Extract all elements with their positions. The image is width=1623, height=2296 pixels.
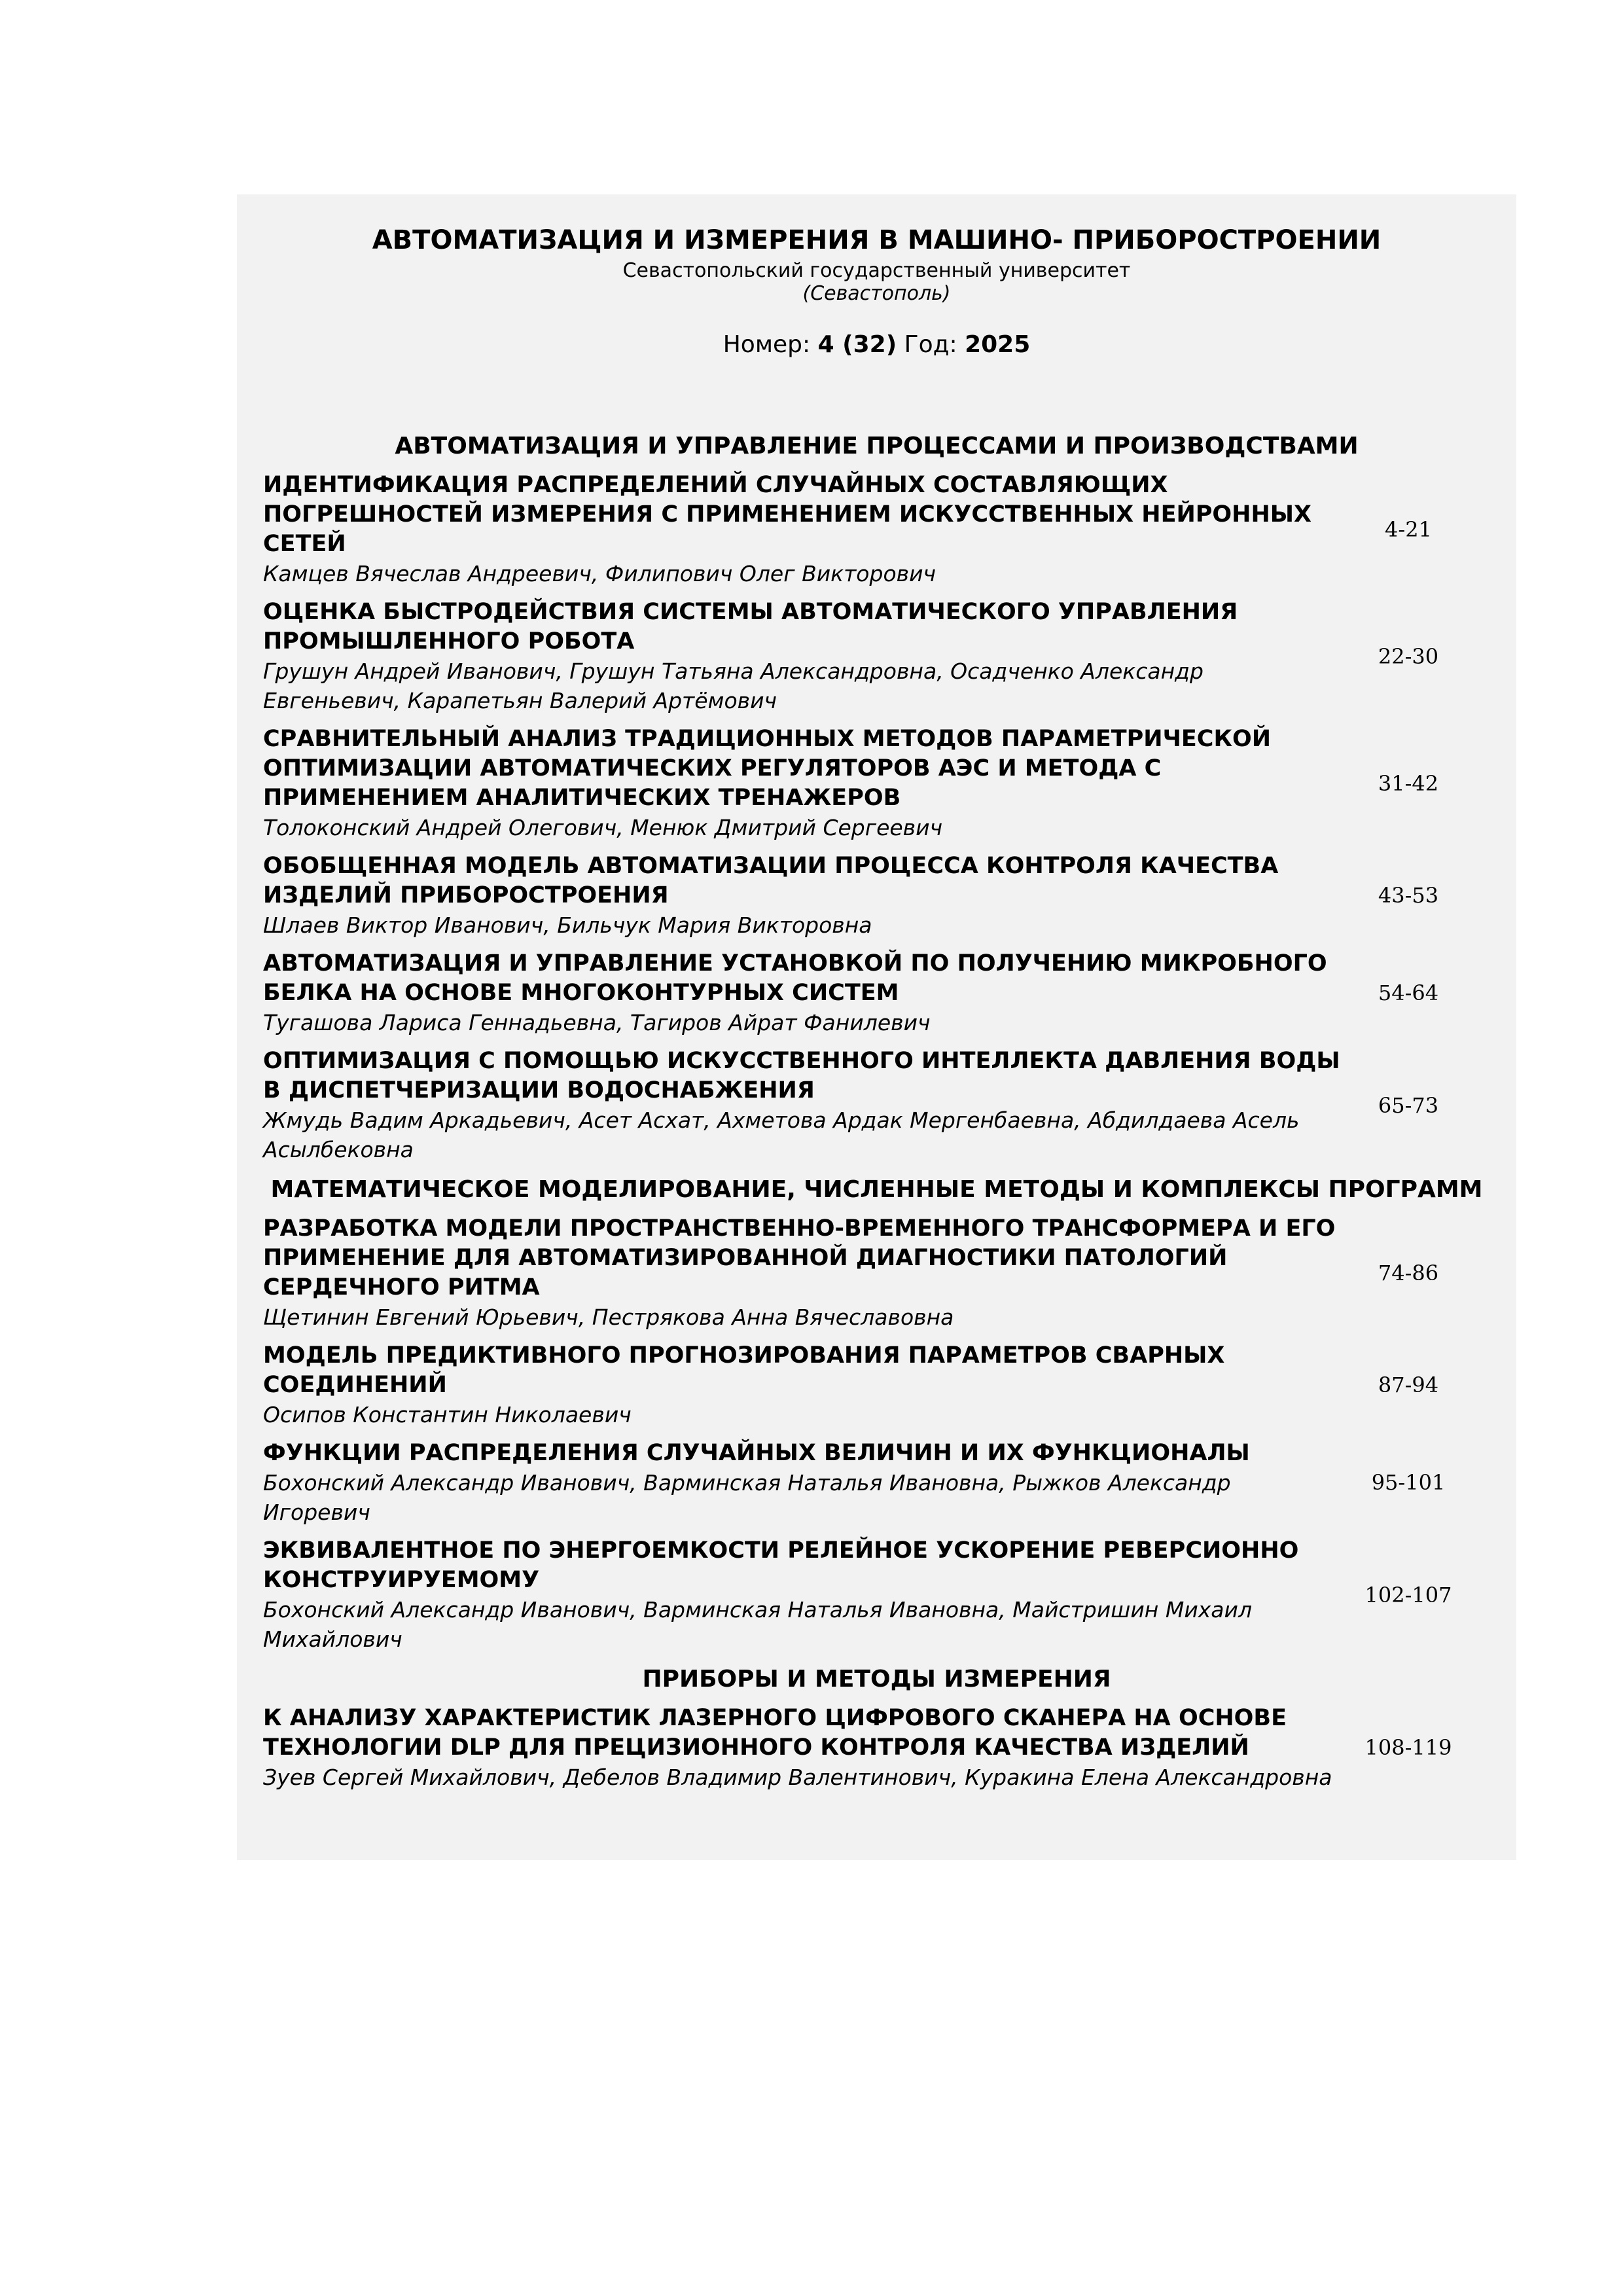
article-page-range: 74-86 [1378, 1260, 1439, 1285]
issue-value: 4 (32) [817, 331, 897, 358]
journal-contents-panel [237, 194, 1516, 1860]
university-name: Севастопольский государственный университет [622, 259, 1131, 282]
article-page-range: 95-101 [1371, 1470, 1446, 1495]
article-title[interactable]: ФУНКЦИИ РАСПРЕДЕЛЕНИЯ СЛУЧАЙНЫХ ВЕЛИЧИН И ИХ ФУНКЦИОНАЛЫ [263, 1440, 1250, 1466]
article-info [263, 598, 1343, 715]
article-authors: Осипов Константин Николаевич [263, 1402, 632, 1427]
article-page-range: 4-21 [1385, 516, 1432, 542]
article-page-range: 65-73 [1378, 1092, 1439, 1118]
article-entry[interactable] [263, 598, 1507, 715]
article-info [263, 471, 1343, 588]
journal-title: АВТОМАТИЗАЦИЯ И ИЗМЕРЕНИЯ В МАШИНО- ПРИБОРОСТРОЕНИИ [372, 225, 1382, 255]
article-authors: Тугашова Лариса Геннадьевна, Тагиров Айрат Фанилевич [263, 1010, 931, 1035]
article-title[interactable]: СРАВНИТЕЛЬНЫЙ АНАЛИЗ ТРАДИЦИОННЫХ МЕТОДОВ ПАРАМЕТРИЧЕСКОЙ ОПТИМИЗАЦИИ АВТОМАТИЧЕСКИХ РЕГУЛЯТОРОВ АЭС И МЕТОДА С ПРИМЕНЕНИЕМ АНАЛИТИЧЕСКИХ ТРЕНАЖЕРОВ [263, 726, 1272, 811]
article-page-range: 87-94 [1378, 1372, 1439, 1397]
article-entry[interactable] [263, 725, 1507, 842]
article-entry[interactable] [263, 471, 1507, 588]
article-entry[interactable] [263, 1341, 1507, 1429]
article-info [263, 852, 1343, 940]
article-entry[interactable] [263, 1439, 1507, 1527]
article-authors: Толоконский Андрей Олегович, Менюк Дмитрий Сергеевич [263, 815, 943, 840]
article-authors: Щетинин Евгений Юрьевич, Пестрякова Анна Вячеславовна [263, 1304, 954, 1330]
article-page-range: 43-53 [1378, 883, 1439, 908]
article-page-range: 54-64 [1378, 980, 1439, 1005]
article-title[interactable]: ОЦЕНКА БЫСТРОДЕЙСТВИЯ СИСТЕМЫ АВТОМАТИЧЕСКОГО УПРАВЛЕНИЯ ПРОМЫШЛЕННОГО РОБОТА [263, 599, 1238, 655]
article-page-range: 102-107 [1364, 1582, 1452, 1607]
article-authors: Бохонский Александр Иванович, Варминская Наталья Ивановна, Рыжков Александр Игоревич [263, 1470, 1231, 1525]
article-page-range: 22-30 [1378, 643, 1439, 669]
issue-label: Номер: [722, 331, 811, 358]
article-authors: Жмудь Вадим Аркадьевич, Асет Асхат, Ахметова Ардак Мергенбаевна, Абдилдаева Асель Асылбековна [263, 1107, 1300, 1162]
article-title[interactable]: К АНАЛИЗУ ХАРАКТЕРИСТИК ЛАЗЕРНОГО ЦИФРОВОГО СКАНЕРА НА ОСНОВЕ ТЕХНОЛОГИИ DLP ДЛЯ ПРЕЦИЗИОННОГО КОНТРОЛЯ КАЧЕСТВА ИЗДЕЛИЙ [263, 1705, 1287, 1761]
section-heading: АВТОМАТИЗАЦИЯ И УПРАВЛЕНИЕ ПРОЦЕССАМИ И ПРОИЗВОДСТВАМИ [395, 433, 1359, 459]
article-entry[interactable] [263, 1704, 1507, 1792]
article-title[interactable]: ОБОБЩЕННАЯ МОДЕЛЬ АВТОМАТИЗАЦИИ ПРОЦЕССА КОНТРОЛЯ КАЧЕСТВА ИЗДЕЛИЙ ПРИБОРОСТРОЕНИЯ [263, 853, 1279, 908]
article-info [263, 1536, 1343, 1654]
article-entry[interactable] [263, 1047, 1507, 1164]
article-authors: Бохонский Александр Иванович, Варминская Наталья Ивановна, Майстришин Михаил Михайлович [263, 1597, 1253, 1652]
article-authors: Шлаев Виктор Иванович, Бильчук Мария Викторовна [263, 912, 872, 938]
article-entry[interactable] [263, 852, 1507, 940]
year-value: 2025 [965, 331, 1031, 358]
article-title[interactable]: АВТОМАТИЗАЦИЯ И УПРАВЛЕНИЕ УСТАНОВКОЙ ПО ПОЛУЧЕНИЮ МИКРОБНОГО БЕЛКА НА ОСНОВЕ МНОГОКОНТУРНЫХ СИСТЕМ [263, 950, 1327, 1006]
year-label: Год: [904, 331, 957, 358]
article-info [263, 1047, 1343, 1164]
article-info [263, 1439, 1343, 1527]
article-entry[interactable] [263, 1536, 1507, 1654]
article-page-range: 108-119 [1364, 1735, 1452, 1760]
article-info [263, 1704, 1343, 1792]
article-entry[interactable] [263, 949, 1507, 1037]
article-title[interactable]: РАЗРАБОТКА МОДЕЛИ ПРОСТРАНСТВЕННО-ВРЕМЕННОГО ТРАНСФОРМЕРА И ЕГО ПРИМЕНЕНИЕ ДЛЯ АВТОМАТИЗИРОВАННОЙ ДИАГНОСТИКИ ПАТОЛОГИЙ СЕРДЕЧНОГО РИТМА [263, 1215, 1336, 1300]
article-authors: Грушун Андрей Иванович, Грушун Татьяна Александровна, Осадченко Александр Евгеньевич, Карапетьян Валерий Артёмович [263, 658, 1204, 713]
article-title[interactable]: МОДЕЛЬ ПРЕДИКТИВНОГО ПРОГНОЗИРОВАНИЯ ПАРАМЕТРОВ СВАРНЫХ СОЕДИНЕНИЙ [263, 1342, 1225, 1398]
article-info [263, 725, 1343, 842]
article-info [263, 949, 1343, 1037]
article-info [263, 1341, 1343, 1429]
article-entry[interactable] [263, 1214, 1507, 1332]
section-heading: МАТЕМАТИЧЕСКОЕ МОДЕЛИРОВАНИЕ, ЧИСЛЕННЫЕ МЕТОДЫ И КОМПЛЕКСЫ ПРОГРАММ [270, 1176, 1483, 1203]
article-title[interactable]: ИДЕНТИФИКАЦИЯ РАСПРЕДЕЛЕНИЙ СЛУЧАЙНЫХ СОСТАВЛЯЮЩИХ ПОГРЕШНОСТЕЙ ИЗМЕРЕНИЯ С ПРИМЕНЕНИЕМ ИСКУССТВЕННЫХ НЕЙРОННЫХ СЕТЕЙ [263, 472, 1312, 557]
table-of-contents [263, 430, 1507, 1801]
section-heading: ПРИБОРЫ И МЕТОДЫ ИЗМЕРЕНИЯ [642, 1666, 1111, 1693]
article-info [263, 1214, 1343, 1332]
article-title[interactable]: ЭКВИВАЛЕНТНОЕ ПО ЭНЕРГОЕМКОСТИ РЕЛЕЙНОЕ УСКОРЕНИЕ РЕВЕРСИОННО КОНСТРУИРУЕМОМУ [263, 1537, 1299, 1593]
article-authors: Зуев Сергей Михайлович, Дебелов Владимир Валентинович, Куракина Елена Александровна [263, 1765, 1332, 1790]
issue-info [237, 330, 1516, 360]
article-authors: Камцев Вячеслав Андреевич, Филипович Олег Викторович [263, 561, 936, 586]
article-page-range: 31-42 [1378, 770, 1439, 796]
article-title[interactable]: ОПТИМИЗАЦИЯ С ПОМОЩЬЮ ИСКУССТВЕННОГО ИНТЕЛЛЕКТА ДАВЛЕНИЯ ВОДЫ В ДИСПЕТЧЕРИЗАЦИИ ВОДОСНАБЖЕНИЯ [263, 1048, 1340, 1103]
city-name: (Севастополь) [802, 282, 951, 305]
